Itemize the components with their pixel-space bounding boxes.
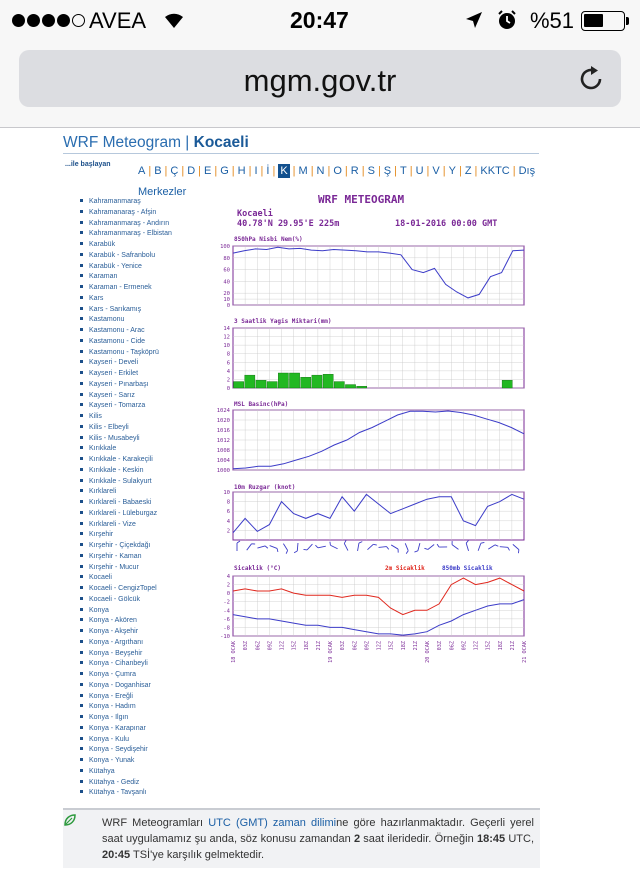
y-tick-label: 0 [226, 386, 230, 392]
x-tick-label: 06Z [352, 641, 359, 651]
legend-2m-temp: 2m Sicaklik [385, 565, 425, 572]
station-link[interactable]: Kastamonu - Taşköprü [80, 348, 210, 359]
station-link[interactable]: Kırşehir - Mucur [80, 563, 210, 574]
precip-bar [312, 375, 322, 388]
x-tick-label: 15Z [485, 641, 492, 651]
station-link[interactable]: Konya - Doganhisar [80, 681, 210, 692]
x-tick-label: 21Z [315, 641, 322, 651]
station-link[interactable]: Kars - Sarıkamış [80, 305, 210, 316]
x-tick-label: 06Z [255, 641, 262, 651]
letter-link-n[interactable]: N [316, 165, 325, 177]
y-tick-label: -10 [220, 634, 230, 640]
station-link[interactable]: Kilis - Elbeyli [80, 423, 210, 434]
letter-link-d[interactable]: D [187, 165, 196, 177]
x-tick-label: 15Z [291, 641, 298, 651]
station-link[interactable]: Kocaeli [80, 573, 210, 584]
wind-barb [424, 542, 434, 551]
station-link[interactable]: Kayseri - Pınarbaşı [80, 380, 210, 391]
y-tick-label: 20 [223, 291, 230, 298]
precip-bar [357, 386, 367, 388]
wind-barb [402, 543, 409, 553]
wind-barb [500, 547, 510, 551]
station-link[interactable]: Kırklareli - Babaeski [80, 498, 210, 509]
letter-link-t[interactable]: T [400, 165, 407, 177]
letter-link-v[interactable]: V [432, 165, 440, 177]
precip-bar [502, 380, 512, 388]
wind-barb [414, 542, 419, 552]
station-link[interactable]: Konya - Cihanbeyli [80, 659, 210, 670]
station-link[interactable]: Kırşehir - Kaman [80, 552, 210, 563]
letter-link-b[interactable]: B [154, 165, 162, 177]
legend-850-temp: 850mb Sicaklik [442, 565, 493, 572]
letter-link-m[interactable]: M [298, 165, 308, 177]
wind-barb [379, 546, 389, 550]
station-link[interactable]: Konya - Çumra [80, 670, 210, 681]
y-tick-label: 10 [223, 343, 230, 350]
dis-merkezler-link[interactable]: Dış Merkezler [138, 165, 536, 198]
station-link[interactable]: Kırşehir - Çiçekdağı [80, 541, 210, 552]
wifi-icon [162, 8, 186, 30]
station-link[interactable]: Karabük - Safranbolu [80, 251, 210, 262]
leaf-icon [63, 813, 77, 827]
y-tick-label: 6 [226, 509, 230, 516]
info-text: WRF Meteogramları UTC (GMT) zaman dilimine göre hazırlanmaktadır. Geçerli yerel saat uygulamamız şu anda, söz konusu zamandan 2 saat ileridedir. Örneğin 18:45 UTC, 20:45 TSİ'ye karşılık gelmektedir. [102, 817, 535, 861]
letter-link-h[interactable]: H [237, 165, 246, 177]
letter-link-u[interactable]: U [415, 165, 424, 177]
panel-frame [233, 410, 524, 470]
y-tick-label: 6 [226, 360, 230, 367]
station-link[interactable]: Konya - Akören [80, 616, 210, 627]
y-tick-label: 100 [220, 244, 230, 250]
station-link[interactable]: Kırıkkale - Keskin [80, 466, 210, 477]
panel-frame [233, 576, 524, 636]
x-tick-label: 18 OCAK [231, 641, 237, 663]
letter-link-i̇[interactable]: İ [266, 165, 270, 177]
temperature-panel-label: Sicaklik (°C) [234, 565, 281, 572]
station-link[interactable]: Kahramanaraş - Afşin [80, 208, 210, 219]
letter-link-kktc[interactable]: KKTC [480, 165, 510, 177]
wind-panel-label: 10m Ruzgar (knot) [234, 484, 296, 491]
wind-barb [237, 541, 240, 551]
meteogram-coords: 40.78'N 29.95'E 225m [237, 219, 340, 229]
wind-barb [358, 541, 363, 551]
station-link[interactable]: Kars [80, 294, 210, 305]
precip-panel-label: 3 Saatlik Yagis Miktari(mm) [234, 318, 332, 325]
clock: 20:47 [290, 7, 349, 33]
y-tick-label: 2 [226, 528, 230, 535]
station-link[interactable]: Konya - Ereğli [80, 692, 210, 703]
letter-link-o[interactable]: O [333, 165, 342, 177]
x-tick-label: 03Z [437, 641, 444, 651]
y-tick-label: -2 [223, 599, 230, 606]
station-link[interactable]: Kilis - Musabeyli [80, 434, 210, 445]
y-tick-label: -8 [223, 625, 230, 632]
panel-frame [233, 492, 524, 540]
page-title-city: Kocaeli [193, 134, 249, 151]
station-link[interactable]: Kilis [80, 412, 210, 423]
humidity-panel-label: 850hPa Nisbi Nem(%) [234, 236, 303, 243]
wind-barb [466, 540, 472, 550]
y-tick-label: 1004 [216, 458, 230, 464]
y-tick-label: 14 [223, 326, 230, 332]
x-tick-label: 15Z [388, 641, 395, 651]
x-tick-label: 21Z [412, 641, 419, 651]
x-tick-label: 18Z [400, 641, 407, 651]
station-link[interactable]: Konya [80, 606, 210, 617]
x-tick-label: 12Z [279, 641, 286, 651]
station-link[interactable]: Kırıkkale [80, 444, 210, 455]
y-tick-label: 4 [226, 518, 230, 525]
letter-link-r[interactable]: R [350, 165, 359, 177]
wind-barb [304, 542, 313, 551]
y-tick-label: 8 [226, 499, 230, 506]
x-tick-label: 03Z [243, 641, 250, 651]
station-link[interactable]: Konya - Akşehir [80, 627, 210, 638]
station-link[interactable]: Kırklareli - Lüleburgaz [80, 509, 210, 520]
wind-barb [437, 544, 447, 547]
x-tick-label: 19 OCAK [328, 641, 334, 663]
y-tick-label: -4 [223, 608, 230, 615]
utc-link[interactable]: UTC (GMT) zaman dilimi [208, 817, 337, 829]
precip-bar [245, 375, 255, 388]
850-temp-line [233, 600, 524, 636]
letter-link-ş[interactable]: Ş [383, 165, 392, 177]
wind-barb [478, 541, 484, 551]
battery-icon [581, 11, 625, 31]
y-tick-label: 4 [226, 368, 230, 375]
address-bar[interactable] [19, 50, 621, 107]
station-link[interactable]: Kayseri - Tomarza [80, 401, 210, 412]
station-link[interactable]: Karaman - Ermenek [80, 283, 210, 294]
letter-link-i[interactable]: I [254, 165, 258, 177]
precip-bar [334, 382, 344, 388]
y-tick-label: 1008 [216, 448, 230, 454]
wind-barb [450, 541, 460, 549]
station-link[interactable]: Kırıkkale - Karakeçili [80, 455, 210, 466]
station-link[interactable]: Kahramanmaraş - Andırın [80, 219, 210, 230]
meteogram-run-date: 18-01-2016 00:00 GMT [395, 219, 498, 229]
wind-barb [257, 545, 267, 551]
y-tick-label: 1000 [216, 468, 230, 474]
wind-barb [329, 542, 339, 549]
panel-frame [233, 246, 524, 305]
precip-bar [256, 380, 266, 388]
station-link[interactable]: Kocaeli - CengizTopel [80, 584, 210, 595]
wind-barb [343, 540, 350, 550]
station-link[interactable]: Konya - Karapınar [80, 724, 210, 735]
precip-bar [278, 373, 288, 388]
station-link[interactable]: Karabük [80, 240, 210, 251]
station-link[interactable]: Kastamonu - Arac [80, 326, 210, 337]
precip-bar [323, 374, 333, 388]
letter-link-e[interactable]: E [204, 165, 212, 177]
letter-link-z[interactable]: Z [464, 165, 472, 177]
panel-frame [233, 328, 524, 388]
station-link[interactable]: Konya - Hadım [80, 702, 210, 713]
reload-icon[interactable] [576, 64, 606, 94]
wind-barb [247, 542, 255, 552]
wind-barb [294, 543, 298, 553]
meteogram-location: Kocaeli [237, 209, 273, 219]
series-line [233, 411, 524, 469]
station-link[interactable]: Kastamonu - Cide [80, 337, 210, 348]
page-title: WRF Meteogram | Kocaeli [63, 134, 249, 151]
y-tick-label: 40 [223, 279, 230, 286]
y-tick-label: 2 [226, 582, 230, 589]
status-bar [0, 0, 640, 42]
letter-link-k[interactable]: K [280, 165, 288, 177]
y-tick-label: 1020 [216, 418, 230, 424]
station-link[interactable]: Karabük - Yenice [80, 262, 210, 273]
signal-strength-icon [12, 14, 87, 28]
carrier-name: AVEA [89, 8, 147, 33]
y-tick-label: 80 [223, 255, 230, 262]
browser-toolbar [0, 42, 640, 128]
y-tick-label: 10 [223, 490, 230, 496]
precip-bar [301, 377, 311, 388]
alarm-icon [496, 9, 518, 31]
letter-link-a[interactable]: A [138, 165, 146, 177]
letter-link-g[interactable]: G [220, 165, 229, 177]
y-tick-label: 2 [226, 377, 230, 384]
wind-barb [488, 544, 498, 552]
station-link[interactable]: Kütahya - Gediz [80, 778, 210, 789]
y-tick-label: 12 [223, 334, 230, 341]
y-tick-label: 1016 [216, 428, 230, 434]
station-link[interactable]: Konya - Argıthanı [80, 638, 210, 649]
x-tick-label: 09Z [267, 641, 274, 651]
wind-barb [511, 544, 521, 553]
station-link[interactable]: Kayseri - Develi [80, 358, 210, 369]
wind-barb [390, 545, 400, 553]
x-tick-label: 21Z [509, 641, 516, 651]
wind-barb [315, 543, 325, 548]
station-list [80, 197, 210, 799]
station-link[interactable]: Kırşehir [80, 530, 210, 541]
wind-barb [281, 544, 289, 554]
station-link[interactable]: Konya - Beyşehir [80, 649, 210, 660]
station-link[interactable]: Kahramanmaraş - Elbistan [80, 229, 210, 240]
y-tick-label: -6 [223, 616, 230, 623]
letter-link-s[interactable]: S [367, 165, 375, 177]
wind-barb [269, 546, 279, 552]
station-link[interactable]: Kayseri - Erkilet [80, 369, 210, 380]
y-tick-label: 0 [226, 303, 230, 309]
y-tick-label: 4 [226, 574, 230, 580]
station-link[interactable]: Kütahya [80, 767, 210, 778]
letter-link-y[interactable]: Y [448, 165, 456, 177]
y-tick-label: 1024 [216, 408, 230, 414]
ile-baslayan-label: ...ile başlayan [65, 161, 111, 168]
station-link[interactable]: Konya - Seydişehir [80, 745, 210, 756]
y-tick-label: 8 [226, 351, 230, 358]
alphabet-nav: A | B | Ç | D | E | G | H | I | İ | K | M | N | O | R | S | Ş | T | U | V | Y | Z | KKTC | Dış Merkezler [138, 165, 536, 198]
station-link[interactable]: Konya - Ilgın [80, 713, 210, 724]
x-tick-label: 12Z [473, 641, 480, 651]
x-tick-label: 06Z [449, 641, 456, 651]
meteogram-title: WRF METEOGRAM [318, 193, 405, 206]
precip-bar [289, 373, 299, 388]
station-link[interactable]: Konya - Kulu [80, 735, 210, 746]
station-link[interactable]: Kahramanmaraş [80, 197, 210, 208]
2m-temp-line [233, 578, 524, 615]
station-link[interactable]: Karaman [80, 272, 210, 283]
station-link[interactable]: Kırıkkale - Sulakyurt [80, 477, 210, 488]
precip-bar [234, 382, 244, 388]
letter-link-ç[interactable]: Ç [170, 165, 179, 177]
y-tick-label: 10 [223, 297, 230, 304]
y-tick-label: 60 [223, 267, 230, 274]
x-tick-label: 09Z [364, 641, 371, 651]
station-link[interactable]: Konya - Yunak [80, 756, 210, 767]
location-arrow-icon [464, 10, 484, 30]
wind-barb [367, 543, 376, 552]
station-link[interactable]: Kastamonu [80, 315, 210, 326]
battery-percent: %51 [530, 8, 575, 33]
url-text[interactable]: mgm.gov.tr [243, 63, 397, 98]
station-link[interactable]: Kütahya - Tavşanlı [80, 788, 210, 799]
x-tick-label: 03Z [340, 641, 347, 651]
series-line [233, 247, 524, 298]
station-link[interactable]: Kayseri - Sarız [80, 391, 210, 402]
y-tick-label: 0 [226, 591, 230, 598]
precip-bar [267, 382, 277, 388]
series-line [233, 494, 524, 532]
station-link[interactable]: Kırklareli - Vize [80, 520, 210, 531]
station-link[interactable]: Kocaeli - Gölcük [80, 595, 210, 606]
x-tick-label: 18Z [303, 641, 310, 651]
station-link[interactable]: Kırklareli [80, 487, 210, 498]
x-tick-label: 18Z [497, 641, 504, 651]
x-tick-label: 12Z [376, 641, 383, 651]
precip-bar [345, 385, 355, 388]
x-tick-label: 09Z [461, 641, 468, 651]
y-tick-label: 1012 [216, 438, 230, 444]
x-tick-label: 20 OCAK [425, 641, 431, 663]
pressure-panel-label: MSL Basinc(hPa) [234, 401, 289, 408]
x-tick-label: 21 OCAK [522, 641, 528, 663]
